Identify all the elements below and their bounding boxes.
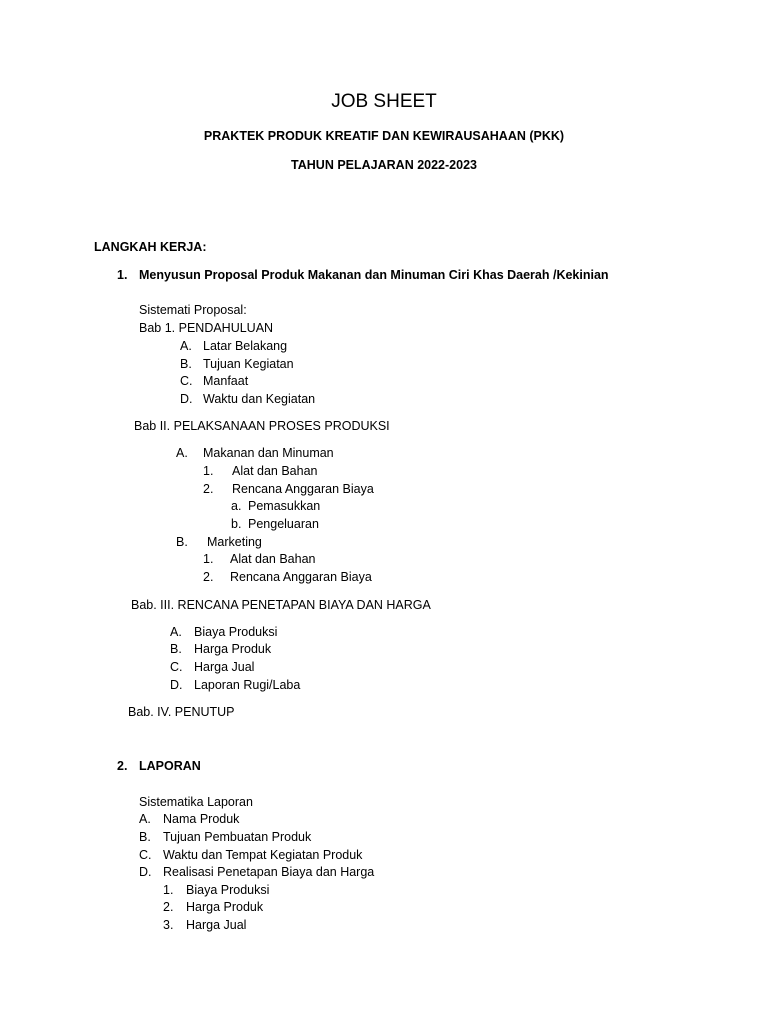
list-marker: 1. — [203, 552, 214, 566]
list-marker: B. — [170, 642, 182, 656]
list-item: Harga Produk — [186, 900, 264, 914]
list-item: Rencana Anggaran Biaya — [232, 482, 374, 496]
list-item: Waktu dan Tempat Kegiatan Produk — [163, 848, 363, 862]
list-marker: 2. — [203, 570, 214, 584]
step-number: 2. — [117, 759, 128, 773]
list-marker: 1. — [203, 464, 214, 478]
list-marker: A. — [180, 339, 192, 353]
list-item: Pemasukkan — [248, 499, 321, 513]
list-item: Rencana Anggaran Biaya — [230, 570, 372, 584]
list-item: Biaya Produksi — [194, 625, 278, 639]
list-marker: B. — [180, 357, 192, 371]
list-item: Biaya Produksi — [186, 883, 270, 897]
list-marker: 3. — [163, 918, 174, 932]
list-marker: b. — [231, 517, 242, 531]
list-marker: C. — [170, 660, 183, 674]
list-marker: D. — [139, 865, 152, 879]
list-marker: A. — [176, 446, 188, 460]
list-item: Realisasi Penetapan Biaya dan Harga — [163, 865, 375, 879]
list-marker: B. — [176, 535, 188, 549]
list-item: Harga Produk — [194, 642, 272, 656]
step-title: LAPORAN — [139, 759, 201, 773]
bab-title: Bab 1. PENDAHULUAN — [139, 321, 274, 335]
list-item: Makanan dan Minuman — [203, 446, 334, 460]
page-title: JOB SHEET — [331, 91, 437, 112]
list-marker: a. — [231, 499, 242, 513]
list-item: Alat dan Bahan — [230, 552, 316, 566]
step-number: 1. — [117, 268, 128, 282]
list-marker: C. — [180, 374, 193, 388]
list-item: Laporan Rugi/Laba — [194, 678, 301, 692]
list-marker: C. — [139, 848, 152, 862]
list-marker: D. — [170, 678, 183, 692]
sistematika-label: Sistemati Proposal: — [139, 303, 247, 317]
list-item: Harga Jual — [186, 918, 247, 932]
list-item: Pengeluaran — [248, 517, 319, 531]
list-item: Waktu dan Kegiatan — [203, 392, 316, 406]
list-marker: B. — [139, 830, 151, 844]
list-marker: A. — [170, 625, 182, 639]
sistematika-label: Sistematika Laporan — [139, 795, 253, 809]
bab-title: Bab. IV. PENUTUP — [128, 705, 235, 719]
list-item: Tujuan Kegiatan — [203, 357, 294, 371]
list-marker: 2. — [203, 482, 214, 496]
step-title: Menyusun Proposal Produk Makanan dan Minuman Ciri Khas Daerah /Kekinian — [139, 268, 609, 282]
list-item: Harga Jual — [194, 660, 255, 674]
list-item: Manfaat — [203, 374, 249, 388]
page-subtitle: PRAKTEK PRODUK KREATIF DAN KEWIRAUSAHAAN (PKK) — [203, 129, 565, 143]
academic-year: TAHUN PELAJARAN 2022-2023 — [291, 158, 477, 172]
bab-title: Bab II. PELAKSANAAN PROSES PRODUKSI — [134, 419, 390, 433]
list-item: Latar Belakang — [203, 339, 288, 353]
bab-title: Bab. III. RENCANA PENETAPAN BIAYA DAN HARGA — [131, 598, 431, 612]
list-item: Marketing — [207, 535, 262, 549]
steps-heading: LANGKAH KERJA: — [94, 240, 207, 254]
list-item: Tujuan Pembuatan Produk — [163, 830, 312, 844]
list-marker: A. — [139, 812, 151, 826]
list-marker: 2. — [163, 900, 174, 914]
list-item: Alat dan Bahan — [232, 464, 318, 478]
list-item: Nama Produk — [163, 812, 240, 826]
list-marker: D. — [180, 392, 193, 406]
list-marker: 1. — [163, 883, 174, 897]
